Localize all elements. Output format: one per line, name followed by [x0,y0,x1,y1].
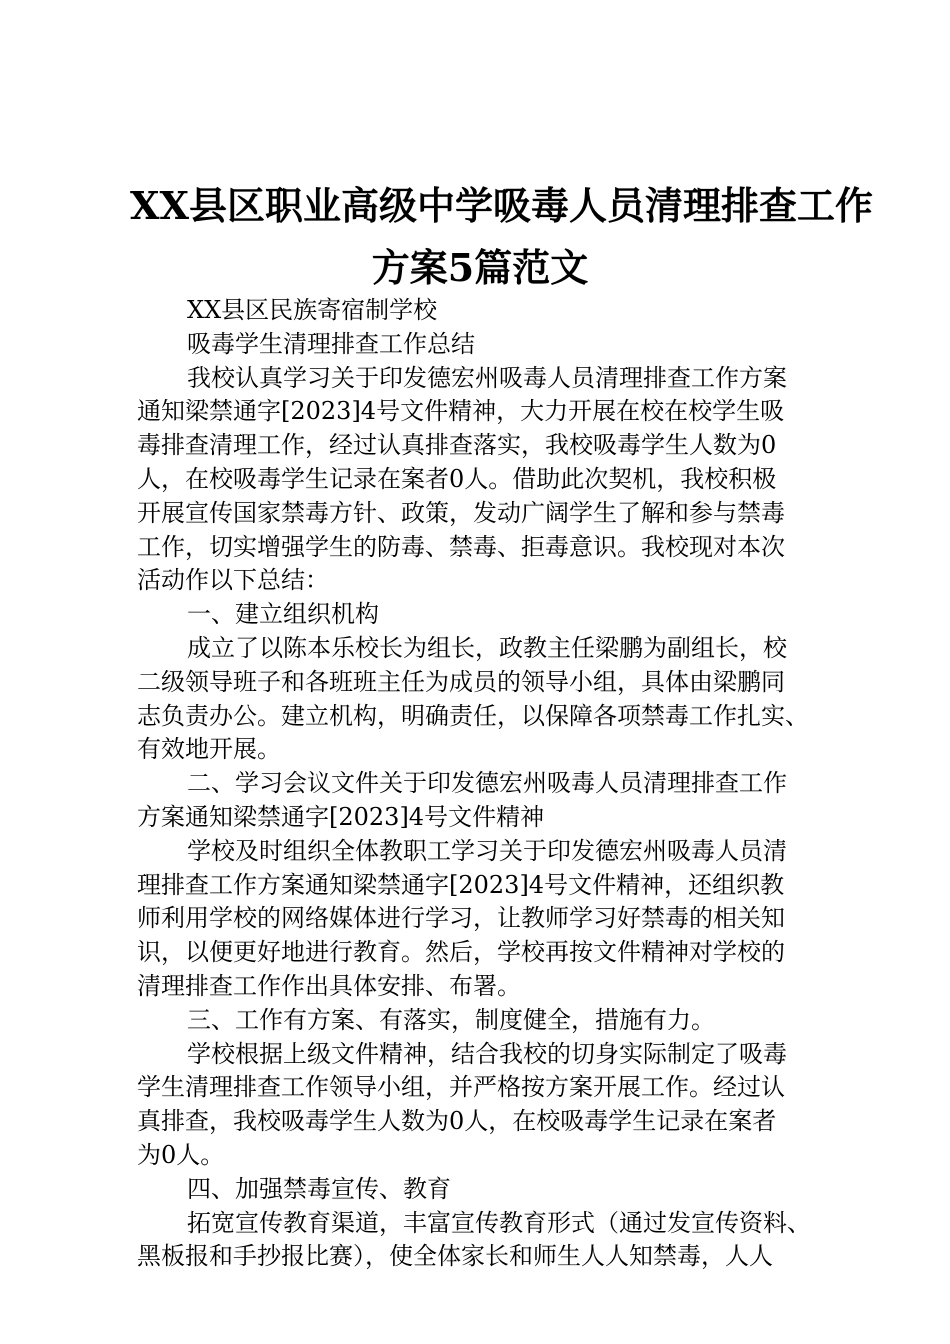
section-heading: 一、建立组织机构 [187,600,379,629]
body-line: 毒排查清理工作，经过认真排查落实，我校吸毒学生人数为0 [137,431,777,460]
body-line: 工作，切实增强学生的防毒、禁毒、拒毒意识。我校现对本次 [137,532,785,561]
body-line: 真排查，我校吸毒学生人数为0人，在校吸毒学生记录在案者 [137,1107,777,1136]
body-line: 人，在校吸毒学生记录在案者0人。借助此次契机，我校积极 [137,464,777,493]
body-line: 黑板报和手抄报比赛），使全体家长和师生人人知禁毒，人人 [137,1242,773,1271]
body-line: 识，以便更好地进行教育。然后，学校再按文件精神对学校的 [137,938,785,967]
body-line: 有效地开展。 [137,735,281,764]
document-title-line-1: XX县区职业高级中学吸毒人员清理排查工作 [130,183,873,228]
body-line: XX县区民族寄宿制学校 [187,296,438,324]
body-line: 师利用学校的网络媒体进行学习，让教师学习好禁毒的相关知 [137,904,785,933]
body-line: 为0人。 [137,1140,225,1169]
body-line: 成立了以陈本乐校长为组长，政教主任梁鹏为副组长，校 [187,633,787,662]
body-line: 吸毒学生清理排查工作总结 [187,329,475,358]
section-heading: 三、工作有方案、有落实，制度健全，措施有力。 [187,1005,715,1034]
body-line: 拓宽宣传教育渠道，丰富宣传教育形式（通过发宣传资料、 [187,1208,811,1237]
document-title-line-2: 方案5篇范文 [371,245,589,290]
body-line: 清理排查工作作出具体安排、布署。 [137,971,521,1000]
body-line: 学校根据上级文件精神，结合我校的切身实际制定了吸毒 [187,1039,787,1068]
body-line: 学校及时组织全体教职工学习关于印发德宏州吸毒人员清 [187,836,787,865]
body-line: 理排查工作方案通知梁禁通字[2023]4号文件精神，还组织教 [137,870,785,899]
section-heading: 方案通知梁禁通字[2023]4号文件精神 [137,802,545,831]
body-line: 我校认真学习关于印发德宏州吸毒人员清理排查工作方案 [187,363,787,392]
body-line: 学生清理排查工作领导小组，并严格按方案开展工作。经过认 [137,1073,785,1102]
section-heading: 四、加强禁毒宣传、教育 [187,1174,451,1203]
body-line: 活动作以下总结： [137,566,329,595]
body-line: 志负责办公。建立机构，明确责任，以保障各项禁毒工作扎实、 [137,701,809,730]
body-line: 通知梁禁通字[2023]4号文件精神，大力开展在校在校学生吸 [137,397,785,426]
body-line: 开展宣传国家禁毒方针、政策，发动广阔学生了解和参与禁毒 [137,498,785,527]
document-body [137,294,837,1274]
section-heading: 二、学习会议文件关于印发德宏州吸毒人员清理排查工作 [187,769,787,798]
body-line: 二级领导班子和各班班主任为成员的领导小组，具体由梁鹏同 [137,667,785,696]
